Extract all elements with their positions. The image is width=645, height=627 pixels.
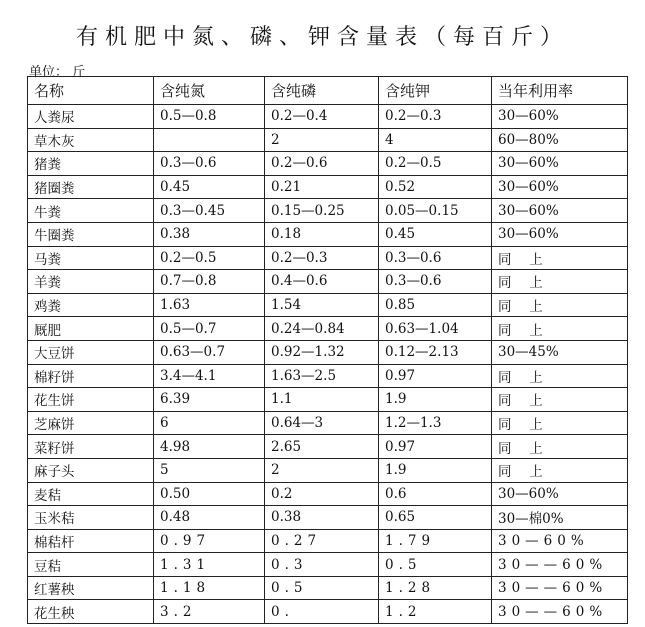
cell-phosphorus: 1.1 [265, 388, 379, 412]
cell-nitrogen: 3.4—4.1 [154, 364, 265, 388]
table-row [28, 175, 628, 199]
cell-nitrogen: 0.3—0.45 [154, 199, 265, 223]
cell-potassium: 0.2—0.3 [379, 105, 492, 129]
table-row [28, 128, 628, 152]
cell-potassium: 0.2—0.5 [379, 152, 492, 176]
cell-nitrogen: 6.39 [154, 388, 265, 412]
table-row [28, 435, 628, 459]
nutrient-table [27, 76, 628, 624]
cell-utilization-rate: 30—45% [492, 340, 628, 364]
cell-name: 麻子头 [28, 458, 154, 482]
cell-name: 花生秧 [28, 600, 154, 624]
cell-phosphorus: 0.21 [265, 175, 379, 199]
cell-utilization-rate: 30—棉0% [492, 506, 628, 530]
cell-name: 猪粪 [28, 152, 154, 176]
cell-potassium: 0.45 [379, 222, 492, 246]
cell-phosphorus: 2 [265, 458, 379, 482]
cell-name: 棉籽饼 [28, 364, 154, 388]
cell-utilization-rate: 同 上 [492, 388, 628, 412]
cell-potassium: 1.9 [379, 458, 492, 482]
cell-potassium: 4 [379, 128, 492, 152]
cell-utilization-rate: 30—60% [492, 175, 628, 199]
table-row [28, 105, 628, 129]
cell-utilization-rate: 60—80% [492, 128, 628, 152]
cell-utilization-rate: 同 上 [492, 435, 628, 459]
cell-phosphorus: 0.3 [265, 553, 379, 577]
cell-phosphorus: 0.4—0.6 [265, 270, 379, 294]
cell-potassium: 0.63—1.04 [379, 317, 492, 341]
cell-nitrogen: 0.48 [154, 506, 265, 530]
cell-nitrogen: 0.50 [154, 482, 265, 506]
cell-name: 菜籽饼 [28, 435, 154, 459]
cell-potassium: 0.6 [379, 482, 492, 506]
cell-utilization-rate: 30—60% [492, 529, 628, 553]
cell-utilization-rate: 30——60% [492, 553, 628, 577]
table-row [28, 293, 628, 317]
cell-phosphorus: 2 [265, 128, 379, 152]
cell-utilization-rate: 同 上 [492, 458, 628, 482]
table-row [28, 388, 628, 412]
cell-name: 棉秸杆 [28, 529, 154, 553]
cell-nitrogen: 0.63—0.7 [154, 340, 265, 364]
cell-nitrogen: 0.7—0.8 [154, 270, 265, 294]
cell-potassium: 0.97 [379, 435, 492, 459]
cell-phosphorus: 1.54 [265, 293, 379, 317]
table-row [28, 152, 628, 176]
cell-phosphorus: 0.2—0.3 [265, 246, 379, 270]
cell-potassium: 1.79 [379, 529, 492, 553]
cell-name: 猪圈粪 [28, 175, 154, 199]
table-row [28, 222, 628, 246]
cell-phosphorus: 0.2—0.6 [265, 152, 379, 176]
header-utilization-rate: 当年利用率 [492, 77, 628, 105]
cell-nitrogen: 0.5—0.8 [154, 105, 265, 129]
cell-potassium: 0.05—0.15 [379, 199, 492, 223]
cell-nitrogen: 0.97 [154, 529, 265, 553]
cell-nitrogen: 1.31 [154, 553, 265, 577]
cell-nitrogen: 1.18 [154, 576, 265, 600]
cell-utilization-rate: 同 上 [492, 364, 628, 388]
cell-utilization-rate: 30—60% [492, 199, 628, 223]
table-row [28, 600, 628, 624]
cell-phosphorus: 0.38 [265, 506, 379, 530]
cell-phosphorus: 0.24—0.84 [265, 317, 379, 341]
cell-nitrogen: 0.3—0.6 [154, 152, 265, 176]
cell-name: 草木灰 [28, 128, 154, 152]
cell-phosphorus: 0.2 [265, 482, 379, 506]
cell-utilization-rate: 30—60% [492, 482, 628, 506]
table-row [28, 246, 628, 270]
cell-utilization-rate: 同 上 [492, 270, 628, 294]
table-header-row [28, 77, 628, 105]
cell-nitrogen [154, 128, 265, 152]
cell-potassium: 0.97 [379, 364, 492, 388]
cell-nitrogen: 1.63 [154, 293, 265, 317]
cell-nitrogen: 3.2 [154, 600, 265, 624]
header-name: 名称 [28, 77, 154, 105]
table-row [28, 270, 628, 294]
header-potassium: 含纯钾 [379, 77, 492, 105]
cell-name: 牛粪 [28, 199, 154, 223]
cell-nitrogen: 0.45 [154, 175, 265, 199]
header-phosphorus: 含纯磷 [265, 77, 379, 105]
cell-name: 鸡粪 [28, 293, 154, 317]
cell-name: 厩肥 [28, 317, 154, 341]
cell-nitrogen: 4.98 [154, 435, 265, 459]
cell-potassium: 0.52 [379, 175, 492, 199]
cell-phosphorus: 0.92—1.32 [265, 340, 379, 364]
cell-potassium: 0.3—0.6 [379, 270, 492, 294]
cell-phosphorus: 2.65 [265, 435, 379, 459]
cell-phosphorus: 0.18 [265, 222, 379, 246]
cell-utilization-rate: 同 上 [492, 246, 628, 270]
cell-name: 豆秸 [28, 553, 154, 577]
cell-phosphorus: 0.27 [265, 529, 379, 553]
cell-phosphorus: 0.64—3 [265, 411, 379, 435]
cell-phosphorus: 0.15—0.25 [265, 199, 379, 223]
table-row [28, 506, 628, 530]
header-nitrogen: 含纯氮 [154, 77, 265, 105]
table-row [28, 340, 628, 364]
table-row [28, 411, 628, 435]
cell-utilization-rate: 30——60% [492, 600, 628, 624]
cell-potassium: 1.2—1.3 [379, 411, 492, 435]
cell-phosphorus: 0. [265, 600, 379, 624]
table-row [28, 317, 628, 341]
cell-utilization-rate: 同 上 [492, 293, 628, 317]
table-row [28, 553, 628, 577]
cell-name: 红薯秧 [28, 576, 154, 600]
cell-nitrogen: 5 [154, 458, 265, 482]
cell-nitrogen: 6 [154, 411, 265, 435]
page-title: 有机肥中氮、磷、钾含量表（每百斤） [75, 25, 569, 50]
cell-name: 牛圈粪 [28, 222, 154, 246]
cell-name: 花生饼 [28, 388, 154, 412]
table-row [28, 458, 628, 482]
cell-potassium: 0.85 [379, 293, 492, 317]
cell-name: 羊粪 [28, 270, 154, 294]
cell-utilization-rate: 30—60% [492, 152, 628, 176]
cell-name: 玉米秸 [28, 506, 154, 530]
table-row [28, 529, 628, 553]
cell-name: 芝麻饼 [28, 411, 154, 435]
cell-potassium: 0.12—2.13 [379, 340, 492, 364]
table-row [28, 364, 628, 388]
cell-utilization-rate: 30—60% [492, 105, 628, 129]
cell-potassium: 1.28 [379, 576, 492, 600]
table-row [28, 199, 628, 223]
cell-potassium: 0.65 [379, 506, 492, 530]
cell-nitrogen: 0.5—0.7 [154, 317, 265, 341]
cell-utilization-rate: 30——60% [492, 576, 628, 600]
cell-nitrogen: 0.38 [154, 222, 265, 246]
cell-potassium: 0.3—0.6 [379, 246, 492, 270]
cell-nitrogen: 0.2—0.5 [154, 246, 265, 270]
cell-potassium: 1.9 [379, 388, 492, 412]
cell-phosphorus: 0.2—0.4 [265, 105, 379, 129]
table-row [28, 482, 628, 506]
cell-name: 麦秸 [28, 482, 154, 506]
cell-phosphorus: 0.5 [265, 576, 379, 600]
table-row [28, 576, 628, 600]
cell-utilization-rate: 同 上 [492, 317, 628, 341]
cell-phosphorus: 1.63—2.5 [265, 364, 379, 388]
cell-utilization-rate: 30—60% [492, 222, 628, 246]
cell-potassium: 0.5 [379, 553, 492, 577]
cell-utilization-rate: 同 上 [492, 411, 628, 435]
unit-label: 单位： 斤 [29, 65, 86, 80]
cell-potassium: 1.2 [379, 600, 492, 624]
cell-name: 大豆饼 [28, 340, 154, 364]
cell-name: 马粪 [28, 246, 154, 270]
cell-name: 人粪尿 [28, 105, 154, 129]
